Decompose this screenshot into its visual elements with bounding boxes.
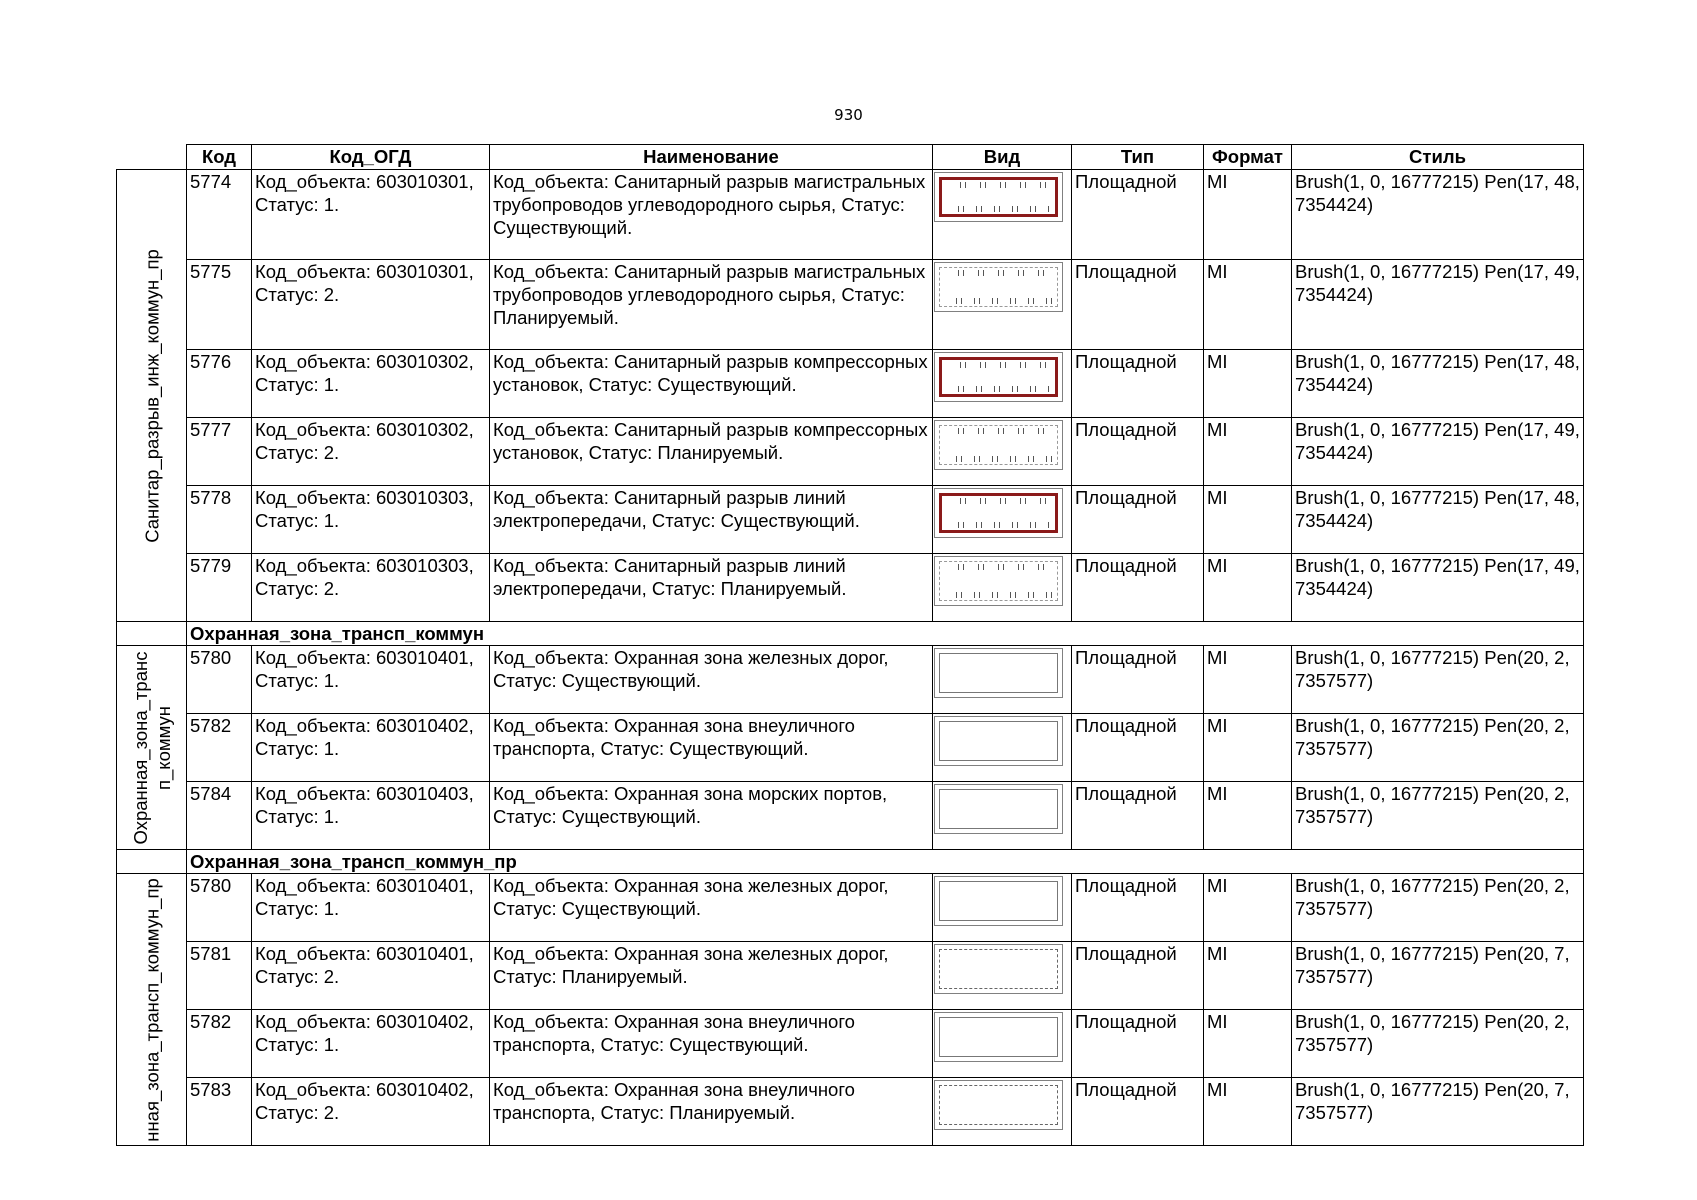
table-row [117, 170, 1584, 260]
header-corner [117, 145, 187, 170]
cell-view [933, 260, 1072, 350]
cell-name: Код_объекта: Охранная зона внеуличного транспорта, Статус: Существующий. [490, 714, 933, 782]
cell-code: 5777 [187, 418, 252, 486]
cell-view [933, 874, 1072, 942]
col-header-type: Тип [1072, 145, 1204, 170]
cell-format: MI [1204, 350, 1292, 418]
cell-ogd: Код_объекта: 603010303, Статус: 2. [252, 554, 490, 622]
cell-format: MI [1204, 554, 1292, 622]
cell-style: Brush(1, 0, 16777215) Pen(17, 48, 7354424) [1292, 170, 1584, 260]
symbol-swatch [934, 648, 1063, 698]
cell-format: MI [1204, 170, 1292, 260]
cell-format: MI [1204, 418, 1292, 486]
cell-code: 5780 [187, 646, 252, 714]
cell-code: 5783 [187, 1078, 252, 1146]
cell-code: 5774 [187, 170, 252, 260]
cell-format: MI [1204, 782, 1292, 850]
cell-style: Brush(1, 0, 16777215) Pen(17, 49, 7354424) [1292, 554, 1584, 622]
table-row [117, 782, 1584, 850]
table-row [117, 260, 1584, 350]
section-title: Охранная_зона_трансп_коммун [187, 622, 1584, 646]
cell-ogd: Код_объекта: 603010402, Статус: 2. [252, 1078, 490, 1146]
table-row [117, 874, 1584, 942]
cell-code: 5778 [187, 486, 252, 554]
cell-view [933, 1010, 1072, 1078]
table-row [117, 418, 1584, 486]
table-row [117, 1010, 1584, 1078]
cell-name: Код_объекта: Охранная зона железных дорог, Статус: Планируемый. [490, 942, 933, 1010]
cell-type: Площадной [1072, 486, 1204, 554]
cell-view [933, 1078, 1072, 1146]
table-row [117, 554, 1584, 622]
cell-style: Brush(1, 0, 16777215) Pen(20, 2, 7357577) [1292, 646, 1584, 714]
cell-view [933, 350, 1072, 418]
cell-ogd: Код_объекта: 603010402, Статус: 1. [252, 1010, 490, 1078]
group-side-label: Санитар_разрыв_инж_коммун_пр [141, 248, 162, 543]
cell-style: Brush(1, 0, 16777215) Pen(20, 2, 7357577) [1292, 714, 1584, 782]
symbol-swatch [934, 944, 1063, 994]
cell-style: Brush(1, 0, 16777215) Pen(17, 48, 7354424) [1292, 350, 1584, 418]
cell-code: 5775 [187, 260, 252, 350]
cell-style: Brush(1, 0, 16777215) Pen(17, 49, 7354424) [1292, 418, 1584, 486]
cell-view [933, 942, 1072, 1010]
cell-type: Площадной [1072, 170, 1204, 260]
cell-code: 5780 [187, 874, 252, 942]
table-row [117, 942, 1584, 1010]
cell-type: Площадной [1072, 554, 1204, 622]
cell-name: Код_объекта: Охранная зона железных дорог, Статус: Существующий. [490, 874, 933, 942]
table-row [117, 350, 1584, 418]
symbol-swatch [934, 1012, 1063, 1062]
col-header-style: Стиль [1292, 145, 1584, 170]
cell-ogd: Код_объекта: 603010301, Статус: 2. [252, 260, 490, 350]
cell-view [933, 646, 1072, 714]
cell-ogd: Код_объекта: 603010401, Статус: 1. [252, 874, 490, 942]
cell-format: MI [1204, 714, 1292, 782]
group-side-label-cell [117, 646, 187, 850]
cell-type: Площадной [1072, 646, 1204, 714]
cell-type: Площадной [1072, 1010, 1204, 1078]
cell-type: Площадной [1072, 418, 1204, 486]
cell-type: Площадной [1072, 714, 1204, 782]
cell-name: Код_объекта: Санитарный разрыв компрессорных установок, Статус: Существующий. [490, 350, 933, 418]
table-row [117, 1078, 1584, 1146]
cell-style: Brush(1, 0, 16777215) Pen(17, 48, 7354424) [1292, 486, 1584, 554]
cell-ogd: Код_объекта: 603010402, Статус: 1. [252, 714, 490, 782]
section-title-row [117, 622, 1584, 646]
cell-style: Brush(1, 0, 16777215) Pen(20, 2, 7357577) [1292, 782, 1584, 850]
cell-name: Код_объекта: Санитарный разрыв линий электропередачи, Статус: Существующий. [490, 486, 933, 554]
col-header-ogd: Код_ОГД [252, 145, 490, 170]
cell-style: Brush(1, 0, 16777215) Pen(20, 2, 7357577) [1292, 1010, 1584, 1078]
cell-type: Площадной [1072, 874, 1204, 942]
cell-code: 5782 [187, 714, 252, 782]
symbol-swatch [934, 172, 1063, 222]
symbol-swatch [934, 556, 1063, 606]
cell-ogd: Код_объекта: 603010303, Статус: 1. [252, 486, 490, 554]
cell-view [933, 486, 1072, 554]
col-header-name: Наименование [490, 145, 933, 170]
cell-format: MI [1204, 942, 1292, 1010]
col-header-format: Формат [1204, 145, 1292, 170]
cell-style: Brush(1, 0, 16777215) Pen(20, 7, 7357577) [1292, 1078, 1584, 1146]
section-title-side [117, 622, 187, 646]
cell-style: Brush(1, 0, 16777215) Pen(20, 7, 7357577) [1292, 942, 1584, 1010]
cell-ogd: Код_объекта: 603010302, Статус: 1. [252, 350, 490, 418]
cell-view [933, 782, 1072, 850]
table-row [117, 486, 1584, 554]
cell-view [933, 714, 1072, 782]
cell-code: 5779 [187, 554, 252, 622]
symbol-swatch [934, 420, 1063, 470]
group-side-label-line2: п_коммун [152, 705, 174, 790]
cell-name: Код_объекта: Санитарный разрыв линий электропередачи, Статус: Планируемый. [490, 554, 933, 622]
cell-style: Brush(1, 0, 16777215) Pen(20, 2, 7357577) [1292, 874, 1584, 942]
cell-ogd: Код_объекта: 603010403, Статус: 1. [252, 782, 490, 850]
section-title: Охранная_зона_трансп_коммун_пр [187, 850, 1584, 874]
section-title-side [117, 850, 187, 874]
symbol-swatch [934, 352, 1063, 402]
cell-format: MI [1204, 260, 1292, 350]
group-side-label-line1: Охранная_зона_транс [129, 651, 151, 844]
cell-view [933, 170, 1072, 260]
cell-name: Код_объекта: Охранная зона железных дорог, Статус: Существующий. [490, 646, 933, 714]
col-header-code: Код [187, 145, 252, 170]
cell-code: 5776 [187, 350, 252, 418]
symbol-swatch [934, 488, 1063, 538]
cell-code: 5781 [187, 942, 252, 1010]
cell-ogd: Код_объекта: 603010301, Статус: 1. [252, 170, 490, 260]
group-side-label-cell [117, 170, 187, 622]
cell-code: 5782 [187, 1010, 252, 1078]
symbol-swatch [934, 876, 1063, 926]
cell-name: Код_объекта: Охранная зона внеуличного транспорта, Статус: Существующий. [490, 1010, 933, 1078]
cell-view [933, 554, 1072, 622]
cell-name: Код_объекта: Охранная зона внеуличного транспорта, Статус: Планируемый. [490, 1078, 933, 1146]
cell-type: Площадной [1072, 260, 1204, 350]
group-side-label-cell [117, 874, 187, 1146]
cell-type: Площадной [1072, 942, 1204, 1010]
cell-format: MI [1204, 1078, 1292, 1146]
cell-format: MI [1204, 874, 1292, 942]
group-side-label [129, 651, 175, 844]
cell-type: Площадной [1072, 1078, 1204, 1146]
symbol-swatch [934, 784, 1063, 834]
cell-style: Brush(1, 0, 16777215) Pen(17, 49, 7354424) [1292, 260, 1584, 350]
cell-ogd: Код_объекта: 603010401, Статус: 1. [252, 646, 490, 714]
cell-name: Код_объекта: Охранная зона морских портов, Статус: Существующий. [490, 782, 933, 850]
symbol-catalog-table [116, 144, 1584, 1146]
table-row [117, 646, 1584, 714]
cell-ogd: Код_объекта: 603010302, Статус: 2. [252, 418, 490, 486]
cell-format: MI [1204, 1010, 1292, 1078]
cell-name: Код_объекта: Санитарный разрыв магистральных трубопроводов углеводородного сырья, Статус: Планируемый. [490, 260, 933, 350]
table-header-row [117, 145, 1584, 170]
group-side-label: нная_зона_трансп_коммун_пр [141, 877, 162, 1142]
cell-format: MI [1204, 486, 1292, 554]
symbol-swatch [934, 1080, 1063, 1130]
cell-code: 5784 [187, 782, 252, 850]
cell-name: Код_объекта: Санитарный разрыв магистральных трубопроводов углеводородного сырья, Статус: Существующий. [490, 170, 933, 260]
page-number: 930 [834, 106, 863, 124]
symbol-swatch [934, 262, 1063, 312]
section-title-row [117, 850, 1584, 874]
cell-view [933, 418, 1072, 486]
cell-type: Площадной [1072, 350, 1204, 418]
symbol-swatch [934, 716, 1063, 766]
cell-format: MI [1204, 646, 1292, 714]
table-row [117, 714, 1584, 782]
cell-ogd: Код_объекта: 603010401, Статус: 2. [252, 942, 490, 1010]
col-header-view: Вид [933, 145, 1072, 170]
cell-type: Площадной [1072, 782, 1204, 850]
cell-name: Код_объекта: Санитарный разрыв компрессорных установок, Статус: Планируемый. [490, 418, 933, 486]
